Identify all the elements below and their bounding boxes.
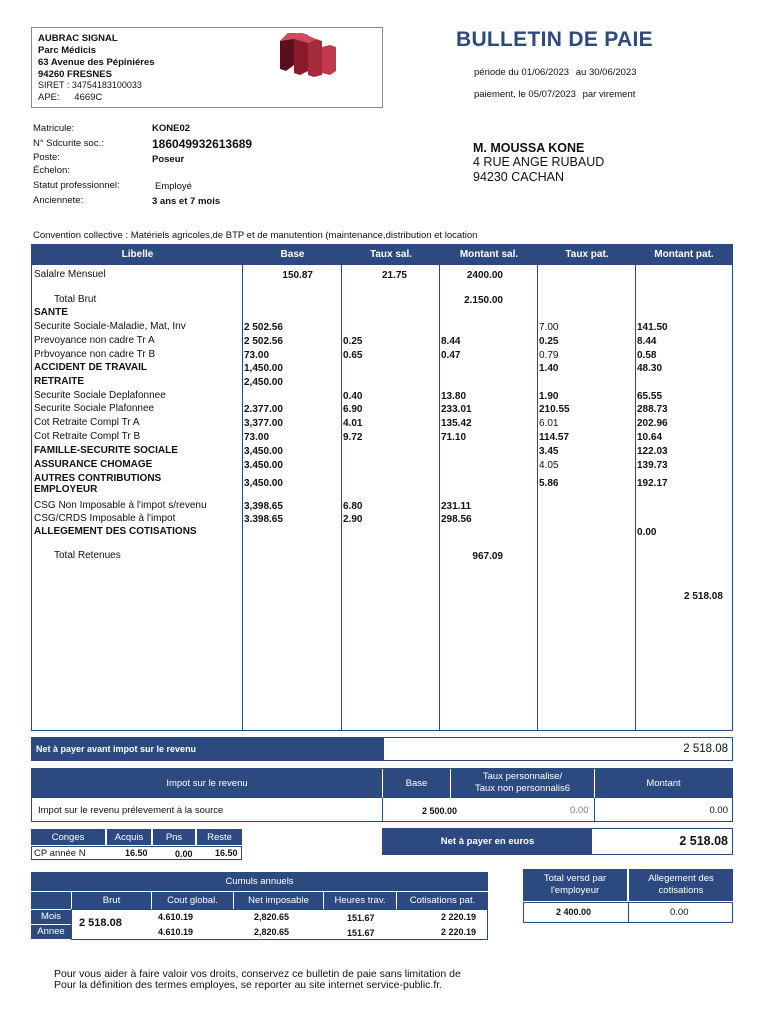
tax-header-rate-line2: Taux non personnalis6	[474, 783, 571, 794]
row-label: FAMILLE-SECURITE SOCIALE	[34, 445, 178, 456]
cumuls-net: 2,820.65	[254, 912, 290, 922]
cumuls-cotis: 2 220.19	[441, 912, 477, 922]
cumuls-brut: 2 518.08	[79, 917, 122, 929]
period-end: 30/06/2023	[588, 67, 637, 78]
employer-city: 94260 FRESNES	[38, 69, 112, 80]
col-taux-sal-header: Taux sal.	[369, 249, 413, 260]
versed-value: 2 400.00	[556, 907, 592, 917]
cumuls-row-label: Mois	[31, 910, 71, 924]
employee-value: Employé	[155, 181, 192, 192]
tax-header-label: Impot sur le revenu	[32, 769, 382, 798]
row-taux-pat: 4.05	[539, 460, 559, 471]
cumuls-corner	[31, 892, 71, 909]
row-montant-pat: 192.17	[637, 478, 668, 489]
cumuls-header: Heures trav.	[324, 892, 396, 909]
column-divider	[594, 798, 595, 821]
row-label: CSG/CRDS Imposable à l'impot	[34, 513, 176, 524]
leave-row-pris: 0.00	[175, 849, 193, 859]
row-label: RETRAITE	[34, 376, 84, 387]
allegement-header-line1: Allegement des	[648, 873, 714, 884]
row-base: 3,450.00	[244, 446, 283, 457]
employer-name: AUBRAC SIGNAL	[38, 33, 118, 44]
row-label: Cot Retraite Compl Tr B	[34, 431, 141, 442]
col-montant-pat-header: Montant pat.	[654, 249, 714, 260]
row-label: Salalre Mensuel	[34, 269, 106, 280]
period-start: 01/06/2023	[521, 67, 570, 78]
row-label: Securite Sociale Deplafonnee	[34, 390, 166, 401]
net-pay-label: Net à payer en euros	[383, 829, 592, 854]
net-pay-box	[382, 828, 733, 855]
employee-label: Échelon:	[33, 165, 70, 176]
net-pay-value: 2 518.08	[679, 834, 728, 848]
tax-row-base: 2 500.00	[422, 806, 458, 816]
employee-label: Poste:	[33, 152, 60, 163]
cumuls-row-label: Annee	[31, 925, 71, 939]
income-tax-table	[31, 768, 733, 822]
row-montant-sal: 13.80	[441, 391, 467, 402]
cumuls-header: Brut	[72, 892, 151, 909]
row-taux-pat: 7.00	[539, 322, 559, 333]
tax-header-rate-line1: Taux personnalise/	[482, 771, 563, 782]
row-taux-sal: 6.80	[343, 501, 363, 512]
leave-row-reste: 16.50	[215, 848, 238, 858]
allegement-value: 0.00	[670, 907, 689, 918]
cumuls-title: Cumuls annuels	[31, 872, 488, 891]
row-label: Securite Sociale Plafonnee	[34, 403, 155, 414]
employee-label: Matricule:	[33, 123, 75, 134]
row-montant-pat: 8.44	[637, 336, 657, 347]
net-before-tax-bar	[31, 737, 733, 761]
row-base: 2 502.56	[244, 336, 283, 347]
tax-header-base: Base	[383, 769, 450, 798]
table-header	[32, 245, 732, 265]
row-base: 73.00	[244, 432, 270, 443]
employer-ape	[38, 92, 102, 103]
row-montant-sal: 71.10	[441, 432, 467, 443]
cumuls-heures: 151.67	[347, 913, 375, 923]
employee-value: 186049932613689	[152, 137, 253, 151]
footer-line2: Pour la définition des termes employes, se reporter au site internet service-public.fr.	[54, 979, 443, 991]
col-taux-pat-header: Taux pat.	[565, 249, 609, 260]
row-base: 3.398.65	[244, 514, 283, 525]
row-taux-pat: 5.86	[539, 478, 559, 489]
row-taux-sal: 0.65	[343, 350, 363, 361]
column-divider	[341, 245, 342, 730]
row-label: Cot Retraite Compl Tr A	[34, 417, 140, 428]
row-montant-pat: 288.73	[637, 404, 668, 415]
cumuls-cotis: 2 220.19	[441, 927, 477, 937]
employer-block	[31, 27, 383, 108]
row-base: 1,450.00	[244, 363, 283, 374]
ape-label: APE:	[38, 92, 60, 103]
row-taux-pat: 210.55	[539, 404, 570, 415]
row-montant-pat: 65.55	[637, 391, 663, 402]
annual-totals-table	[31, 872, 488, 940]
net-before-tax-value: 2 518.08	[683, 743, 728, 755]
tax-header-amount: Montant	[595, 769, 732, 798]
row-taux-pat: 1.40	[539, 363, 559, 374]
employer-siret: SIRET : 34754183100033	[38, 80, 142, 90]
row-montant-sal: 135.42	[441, 418, 472, 429]
column-divider	[635, 245, 636, 730]
period-mid: au	[575, 67, 587, 78]
row-montant-sal: 233.01	[441, 404, 472, 415]
period-label: période du	[474, 67, 519, 78]
col-libelle-header: Libelle	[121, 249, 154, 260]
row-taux-sal: 9.72	[343, 432, 363, 443]
employee-value: Poseur	[152, 154, 185, 165]
row-montant-sal: 231.11	[441, 501, 472, 512]
cumuls-header: Net imposable	[234, 892, 323, 909]
column-divider	[382, 798, 383, 821]
row-montant-pat: 139.73	[637, 460, 668, 471]
leave-header: Conges	[31, 829, 105, 845]
row-label: Total Retenues	[54, 550, 121, 561]
row-taux-pat: 6.01	[539, 418, 559, 429]
row-taux-pat: 3.45	[539, 446, 559, 457]
row-montant-pat: 122.03	[637, 446, 668, 457]
allegement-header-line2: cotisations	[658, 885, 704, 896]
column-divider	[242, 245, 243, 730]
tax-header-rate	[451, 769, 594, 798]
row-base: 3,377.00	[244, 418, 283, 429]
footer-notice	[54, 969, 461, 991]
row-base: 73.00	[244, 350, 270, 361]
row-taux-pat: 1.90	[539, 391, 559, 402]
row-montant-pat: 0.00	[637, 527, 657, 538]
employer-address2: 63 Avenue des Pépiniéres	[38, 57, 155, 68]
cumuls-header: Cout global.	[152, 892, 233, 909]
row-base: 2.377.00	[244, 404, 283, 415]
row-montant-sal: 8.44	[441, 336, 461, 347]
document-title: BULLETIN DE PAIE	[456, 28, 653, 51]
employee-label: Anciennete:	[33, 195, 84, 206]
row-montant-pat: 202.96	[637, 418, 668, 429]
cumuls-cout: 4.610.19	[158, 912, 194, 922]
row-label: Prevoyance non cadre Tr A	[34, 335, 155, 346]
cumuls-header: Cotisations pat.	[397, 892, 488, 909]
row-montant-pat: 0.58	[637, 350, 657, 361]
versed-row	[523, 902, 733, 923]
row-label: Prbvoyance non cadre Tr B	[34, 349, 156, 360]
payment-date: 05/07/2023	[528, 89, 576, 100]
row-montant-sal: 298.56	[441, 514, 472, 525]
allegement-header	[629, 869, 733, 901]
employee-value: 3 ans et 7 mois	[152, 196, 221, 207]
leave-table	[31, 829, 242, 861]
employer-paid-table	[523, 869, 733, 923]
tax-row-label: Impot sur le revenu prélevement à la source	[38, 805, 224, 816]
net-total-value: 2 518.08	[684, 591, 723, 602]
leave-header: Acquis	[107, 829, 151, 845]
row-taux-sal: 2.90	[343, 514, 363, 525]
row-label: Total Brut	[54, 294, 97, 305]
row-taux-sal: 0.25	[343, 336, 363, 347]
column-divider	[628, 903, 629, 922]
col-base-header: Base	[280, 249, 305, 260]
cumuls-heures: 151.67	[347, 928, 375, 938]
employee-label: Statut professionnel:	[33, 180, 120, 191]
row-label: CSG Non Imposable à l'impot s/revenu	[34, 500, 207, 511]
row-taux-pat: 0.25	[539, 336, 559, 347]
row-taux-sal: 4.01	[343, 418, 363, 429]
versed-header	[523, 869, 627, 901]
employee-value: KONE02	[152, 123, 191, 134]
row-label: ACCIDENT DE TRAVAIL	[34, 362, 147, 373]
payment-line	[474, 89, 635, 100]
leave-row-acquis: 16.50	[125, 848, 148, 858]
row-label: SANTE	[34, 307, 68, 318]
row-base: 3,450.00	[244, 478, 283, 489]
footer-line1: Pour vous aider à faire valoir vos droits, conservez ce bulletin de paie sans limitation de	[54, 968, 461, 980]
row-base: 2,450.00	[244, 377, 283, 388]
leave-header: Reste	[197, 829, 242, 845]
payslip-table	[31, 244, 733, 731]
row-taux-pat: 114.57	[539, 432, 570, 443]
row-label: ALLEGEMENT DES COTISATIONS	[34, 526, 197, 537]
ape-value: 4669C	[74, 92, 103, 103]
row-montant-sal: 0.47	[441, 350, 461, 361]
row-taux-sal: 0.40	[343, 391, 363, 402]
cumuls-cout: 4.610.19	[158, 927, 194, 937]
row-label: Securite Sociale-Maladie, Mat, Inv	[34, 321, 186, 332]
row-montant-pat: 141.50	[637, 322, 668, 333]
convention-text: Convention collective : Matériels agricoles,de BTP et de manutention (maintenance,distribution et location	[33, 230, 478, 241]
leave-row-label: CP année N	[34, 848, 86, 859]
employee-label: N° Sdcurite soc.:	[33, 138, 104, 149]
recipient-city: 94230 CACHAN	[473, 170, 565, 184]
company-logo-icon	[280, 31, 336, 77]
row-montant-pat: 48.30	[637, 363, 663, 374]
row-montant-sal: 2400.00	[466, 270, 503, 281]
row-label-continued: EMPLOYEUR	[34, 484, 98, 495]
row-base: 150.87	[282, 270, 313, 281]
row-montant-sal: 967.09	[472, 551, 503, 562]
employer-address1: Parc Médicis	[38, 45, 97, 56]
row-base: 3.450.00	[244, 460, 283, 471]
period-line	[474, 67, 637, 78]
recipient-street: 4 RUE ANGE RUBAUD	[473, 155, 605, 169]
row-label: ASSURANCE CHOMAGE	[34, 459, 153, 470]
column-divider	[439, 245, 440, 730]
row-taux-sal: 21.75	[381, 270, 407, 281]
leave-header: Pns	[153, 829, 195, 845]
cumuls-net: 2,820.65	[254, 927, 290, 937]
column-divider	[537, 245, 538, 730]
row-base: 2 502.56	[244, 322, 283, 333]
row-montant-sal: 2.150.00	[464, 295, 503, 306]
payment-method: par virement	[582, 89, 636, 100]
row-montant-pat: 10.64	[637, 432, 663, 443]
row-taux-pat: 0.79	[539, 350, 559, 361]
row-base: 3,398.65	[244, 501, 283, 512]
versed-header-line2: l'employeur	[550, 885, 600, 896]
tax-row-amount: 0.00	[709, 805, 728, 816]
row-taux-sal: 6.90	[343, 404, 363, 415]
net-before-tax-label: Net à payer avant impot sur le revenu	[32, 738, 384, 760]
row-label: AUTRES CONTRIBUTIONS	[34, 473, 162, 484]
recipient-name: M. MOUSSA KONE	[473, 141, 585, 155]
versed-header-line1: Total versd par	[543, 873, 607, 884]
col-montant-sal-header: Montant sal.	[459, 249, 519, 260]
leave-row	[31, 846, 242, 860]
tax-row-rate: 0.00	[570, 805, 589, 816]
payment-label: paiement, le	[474, 89, 526, 100]
